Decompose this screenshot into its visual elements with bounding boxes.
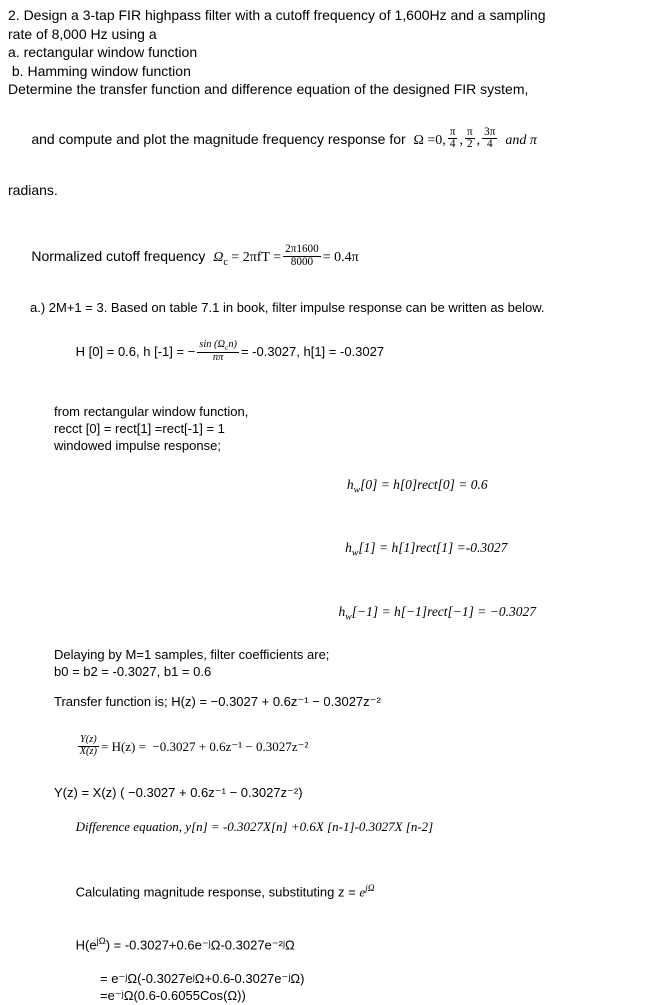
question-line-6 <box>8 99 654 181</box>
magnitude-intro-text: Calculating magnitude response, substituting z = <box>75 884 360 900</box>
transfer-function-line: Transfer function is; H(z) = −0.3027 + 0.6z⁻¹ − 0.3027z⁻² <box>54 693 381 709</box>
normalized-cutoff-eq: = 2πfT = <box>227 250 282 266</box>
frac-3pi-4-num: 3π <box>484 125 496 138</box>
coefficients-line: b0 = b2 = -0.3027, b1 = 0.6 <box>54 663 212 679</box>
transfer-ratio-line <box>54 710 654 784</box>
rect-window-def: recct [0] = rect[1] =rect[-1] = 1 <box>54 420 225 436</box>
transfer-ratio-eq: = H(z) = −0.3027 + 0.6z⁻¹ − 0.3027z⁻² <box>100 738 309 754</box>
impulse-response-post: = -0.3027, h[1] = -0.3027 <box>240 344 385 360</box>
magnitude-line-1-tail: ) = -0.3027+0.6e⁻ʲΩ-0.3027e⁻²ʲΩ <box>105 936 295 952</box>
comma-1: , <box>459 132 463 148</box>
frac-3pi-4-den: 4 <box>486 138 493 151</box>
question-line-7: radians. <box>8 181 58 198</box>
frac-pi-4 <box>448 127 458 152</box>
spacer-1 <box>8 199 654 216</box>
frac-sin-den: nπ <box>212 351 224 363</box>
magnitude-line-1-sup: jΩ <box>96 935 106 946</box>
question-option-b: b. Hamming window function <box>8 62 191 79</box>
impulse-response-line <box>54 316 654 390</box>
part-a-line: a.) 2M+1 = 3. Based on table 7.1 in book, filter impulse response can be written as below. <box>30 299 545 315</box>
rect-window-intro: from rectangular window function, <box>54 403 249 419</box>
difference-equation-line <box>54 801 654 852</box>
hw1-expression: [1] = h[1]rect[1] =-0.3027 <box>358 540 508 556</box>
question-option-a: a. rectangular window function <box>8 44 198 61</box>
hw1-line <box>176 518 654 582</box>
frac-sin <box>197 340 239 364</box>
hwm1-symbol: h <box>338 604 346 620</box>
yz-line: Y(z) = X(z) ( −0.3027 + 0.6z⁻¹ − 0.3027z⁻²) <box>54 785 303 801</box>
frac-sin-num-text: sin (Ω <box>199 339 225 351</box>
magnitude-line-1-head: H(e <box>75 936 97 952</box>
magnitude-intro-exp: e <box>359 884 366 900</box>
hwm1-subscript: w <box>345 611 352 623</box>
comma-2: , <box>476 132 481 148</box>
frac-sin-num-tail: n) <box>228 339 237 351</box>
impulse-response-pre: H [0] = 0.6, h [-1] = − <box>75 344 196 360</box>
solution-block <box>8 216 654 1004</box>
normalized-cutoff-symbol: Ω <box>213 250 224 266</box>
hw0-line <box>158 454 654 518</box>
hw0-symbol: h <box>346 476 354 492</box>
hwm1-expression: [−1] = h[−1]rect[−1] = −0.3027 <box>351 604 537 620</box>
magnitude-intro-line <box>54 866 654 918</box>
frac-xz-den: X(z) <box>79 745 97 757</box>
magnitude-line-1 <box>54 918 654 971</box>
question-line-2: rate of 8,000 Hz using a <box>8 25 157 42</box>
frac-pi-4-num: π <box>449 125 456 138</box>
normalized-cutoff-result: = 0.4π <box>322 250 359 266</box>
hw1-symbol: h <box>345 540 352 556</box>
frac-sin-num-sub: c <box>224 343 229 353</box>
frac-yz-num: Y(z) <box>78 735 99 747</box>
hw0-subscript: w <box>353 484 361 496</box>
frac-3pi-4 <box>482 127 497 152</box>
windowed-impulse-label: windowed impulse response; <box>54 438 221 454</box>
magnitude-line-2: = e⁻ʲΩ(-0.3027eʲΩ+0.6-0.3027e⁻ʲΩ) <box>100 971 305 987</box>
frac-pi-2-num: π <box>466 125 473 138</box>
delay-line: Delaying by M=1 samples, filter coefficients are; <box>54 646 330 662</box>
frac-pi-2 <box>465 127 475 152</box>
frac-pi-2-den: 2 <box>466 138 473 151</box>
spacer-3 <box>8 680 654 693</box>
question-line-6-text: and compute and plot the magnitude frequency response for <box>31 130 414 147</box>
omega-value: Ω =0, <box>413 132 446 148</box>
difference-equation-label: Difference equation, <box>75 819 183 835</box>
normalized-cutoff-label: Normalized cutoff frequency <box>31 248 214 265</box>
hw0-expression: [0] = h[0]rect[0] = 0.6 <box>360 476 488 492</box>
normalized-cutoff-line <box>8 216 654 298</box>
hwm1-line <box>198 582 654 646</box>
question-block <box>8 6 654 199</box>
magnitude-line-3: =e⁻ʲΩ(0.6-0.6055Cos(Ω)) <box>100 988 246 1004</box>
question-line-6-tail: and π <box>505 132 537 148</box>
difference-equation-text: y[n] = -0.3027X[n] +0.6X [n-1]-0.3027X [n-2] <box>182 819 434 835</box>
magnitude-intro-exp-sup: jΩ <box>365 883 375 894</box>
frac-normalized-den: 8000 <box>290 255 314 268</box>
frac-pi-4-den: 4 <box>449 138 456 151</box>
spacer-4 <box>8 853 654 866</box>
hw1-subscript: w <box>351 547 359 559</box>
frac-yz-xz <box>78 735 99 758</box>
frac-normalized-num: 2π1600 <box>285 243 319 256</box>
frac-normalized <box>283 244 321 269</box>
question-line-1: 2. Design a 3-tap FIR highpass filter with a cutoff frequency of 1,600Hz and a sampling <box>8 7 546 23</box>
question-line-5: Determine the transfer function and difference equation of the designed FIR system, <box>8 81 529 98</box>
normalized-cutoff-subscript: c <box>223 256 228 268</box>
spacer-2 <box>8 390 654 403</box>
